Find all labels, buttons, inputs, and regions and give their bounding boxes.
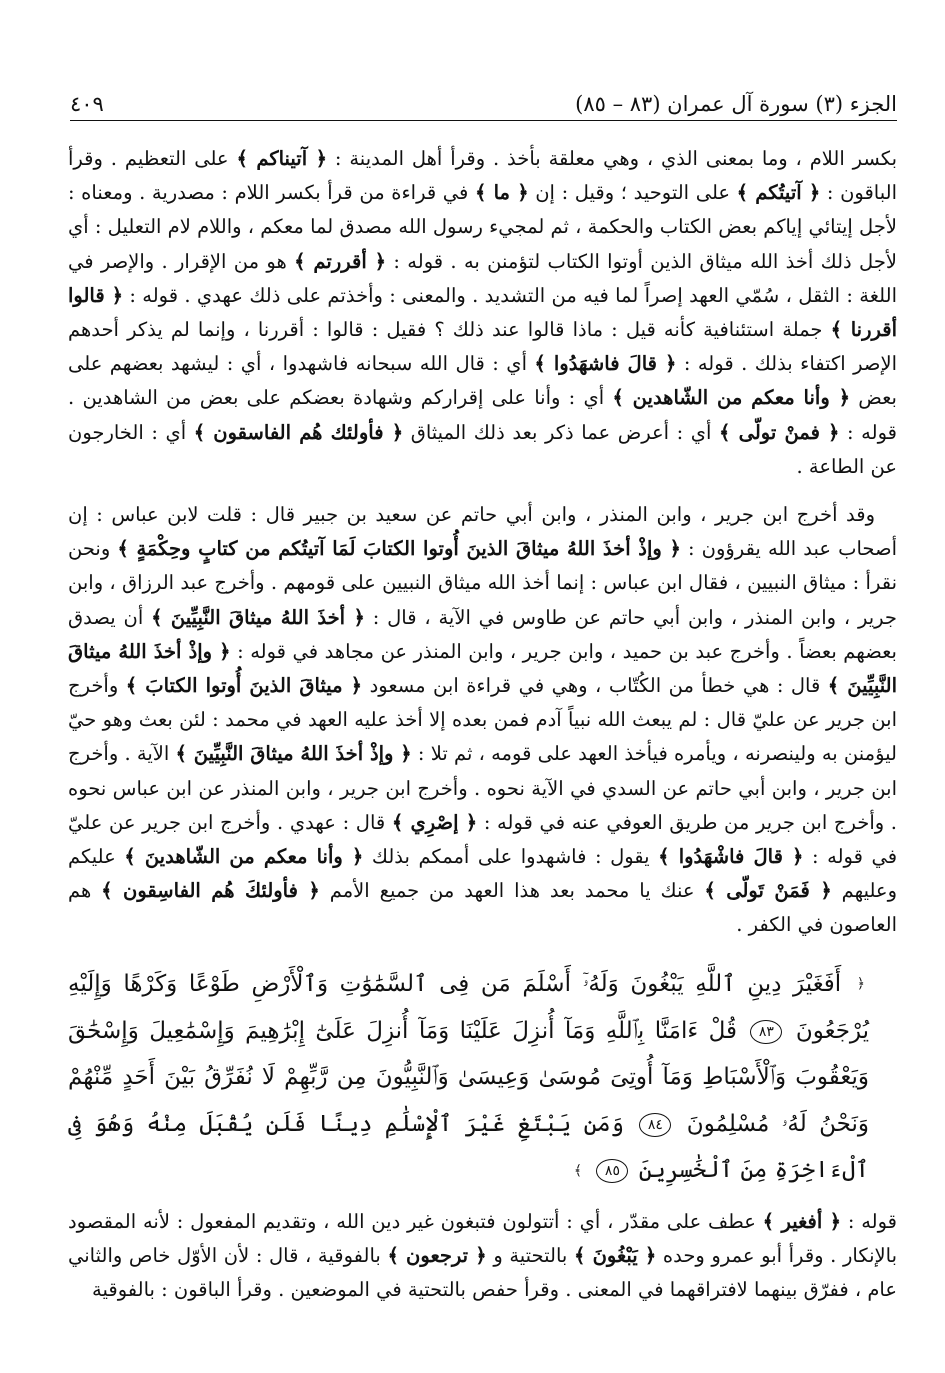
- commentary-text: وأخرج ابن جرير عن عليّ قال : لم يبعث الله نبياً آدم فمن بعده إلا أخذ عليه العهد في محمد : لئن بعث وهو حيّ ليؤمنن به ولينصرنه ، ويأمره فيأخذ العهد على قومه ، ثم تلا :: [68, 674, 897, 766]
- quoted-quran-phrase: ﴿ ترجعون ﴾: [387, 1243, 487, 1267]
- verse-83-text: أَفَغَيْرَ دِينِ ٱللَّهِ يَبْغُونَ وَلَهُۥٓ أَسْلَمَ مَن فِى ٱلسَّمَٰوَٰتِ وَٱلْأَرْضِ طَوْعًا وَكَرْهًا وَإِلَيْهِ يُرْجَعُونَ: [68, 970, 870, 1044]
- quoted-quran-phrase: ﴿ أفغير ﴾: [762, 1209, 842, 1233]
- commentary-text: على التوحيد ؛ وقيل : إن: [528, 181, 737, 205]
- commentary-text: أي : أعرض عما ذكر بعد ذلك الميثاق: [403, 420, 720, 444]
- quoted-quran-phrase: ﴿ آتيتُكم ﴾: [736, 181, 821, 205]
- commentary-text: بكسر اللام ، وما بمعنى الذي ، وهي معلقة بأخذ . وقرأ أهل المدينة :: [327, 147, 898, 170]
- quoted-quran-phrase: ﴿ فأولئك هُم الفاسقون ﴾: [193, 420, 404, 444]
- verse-84-text: قُلْ ءَامَنَّا بِٱللَّهِ وَمَآ أُنزِلَ عَلَيْنَا وَمَآ أُنزِلَ عَلَىٰٓ إِبْرَٰهِيمَ وَإِسْمَٰعِيلَ وَإِسْحَٰقَ وَيَعْقُوبَ وَٱلْأَسْبَاطِ وَمَآ أُوتِىَ مُوسَىٰ وَعِيسَىٰ وَٱلنَّبِيُّونَ مِن رَّبِّهِمْ لَا نُفَرِّقُ بَيْنَ أَحَدٍ مِّنْهُمْ وَنَحْنُ لَهُۥ مُسْلِمُونَ: [68, 1017, 870, 1137]
- open-bracket-ornament: ﴿: [856, 976, 865, 993]
- commentary-paragraph-1: [68, 142, 897, 484]
- quoted-quran-phrase: ﴿ ميثاقَ الذينَ أُوتوا الكتابَ ﴾: [125, 674, 363, 698]
- commentary-text: أن يصدق بعضهم بعضاً . وأخرج عبد بن حميد ، وابن جرير ، وابن المنذر عن مجاهد في قوله :: [68, 605, 897, 663]
- verse-85-text: وَمَن يَبْتَغِ غَيْرَ ٱلْإِسْلَٰمِ دِينًا فَلَن يُقْبَلَ مِنْهُ وَهُوَ فِى ٱلْءَاخِرَةِ مِنَ ٱلْخَٰسِرِينَ: [68, 1110, 869, 1184]
- commentary-paragraph-3: [68, 1205, 897, 1308]
- quoted-quran-phrase: ﴿ وأنا معكم من الشّاهدينَ ﴾: [124, 845, 364, 869]
- commentary-text: جملة استئنافية كأنه قيل : ماذا قالوا عند ذلك ؟ فقيل : قالوا : أقررنا ، وإنما لم يذكر أحدهم الإصر اكتفاء بذلك . قوله :: [68, 318, 897, 376]
- commentary-text: قال : هي خطأ من الكُتّاب ، وهي في قراءة ابن مسعود: [362, 674, 828, 698]
- page-header: [70, 82, 897, 121]
- commentary-text: بالتحتية و: [486, 1243, 574, 1267]
- page-body: [68, 142, 897, 1307]
- verse-number-84: ٨٤: [639, 1113, 671, 1137]
- commentary-text: الآية . وأخرج ابن جرير ، وابن أبي حاتم عن السدي في الآية نحوه . وأخرج ابن جرير ، وابن المنذر عن ابن عباس نحوه . وأخرج ابن جرير من طريق العوفي عنه في قوله :: [68, 742, 897, 834]
- commentary-paragraph-2: [68, 498, 897, 943]
- quoted-quran-phrase: ﴿ قالوا أقررنا ﴾: [68, 283, 897, 342]
- quran-verses-block: [68, 961, 897, 1195]
- commentary-text: عطف على مقدّر ، أي : أتتولون فتبغون غير دين الله ، وتقديم المفعول : لأنه المقصود بالإنكار . وقرأ أبو عمرو وحده: [68, 1209, 897, 1267]
- commentary-text: ونحن نقرأ : ميثاق النبيين ، فقال ابن عباس : إنما أخذ الله ميثاق النبيين على قومهم . وأخرج عبد الرزاق ، وابن جرير ، وابن المنذر ، وابن أبي حاتم عن طاوس في الآية ، قال :: [68, 537, 897, 629]
- close-bracket-ornament: ﴾: [573, 1163, 583, 1180]
- commentary-text: أي : وأنا على إقراركم وشهادة بعضكم على بعض من الشاهدين . قوله :: [68, 386, 897, 444]
- quoted-quran-phrase: ﴿ قالَ فاشْهَدُوا ﴾: [658, 845, 804, 869]
- commentary-text: أي : الخارجون عن الطاعة .: [68, 420, 897, 478]
- commentary-text: بالفوقية ، قال : لأن الأوّل خاص والثاني عام ، ففرّق بينهما لافتراقهما في المعنى . وقرأ حفص بالتحتية في الموضعين . وقرأ الباقون : بالفوقية: [68, 1243, 897, 1302]
- commentary-text: عليكم وعليهم: [68, 845, 897, 903]
- commentary-text: هو من الإقرار . والإصر في اللغة : الثقل ، سُمّي العهد إصراً لما فيه من التشديد . والمعنى : وأخذتم على ذلك عهدي . قوله :: [68, 249, 897, 307]
- quoted-quran-phrase: ﴿ أخذَ اللهُ ميثاقَ النَّبِيِّينَ ﴾: [151, 605, 365, 629]
- commentary-text: على التعظيم . وقرأ الباقون :: [68, 147, 897, 205]
- commentary-text: هم العاصون في الكفر .: [68, 879, 897, 937]
- commentary-text: عنك يا محمد بعد هذا العهد من جميع الأمم: [319, 879, 705, 903]
- quoted-quran-phrase: ﴿ وأنا معكم من الشّاهدين ﴾: [612, 386, 851, 410]
- commentary-text: أي : قال الله سبحانه فاشهدوا ، أي : ليشهد بعضهم على بعض: [68, 352, 897, 410]
- running-title: الجزء (٣) سورة آل عمران (٨٣ – ٨٥): [575, 92, 897, 116]
- quoted-quran-phrase: ﴿ وإذْ أخذَ اللهُ ميثاقَ النَّبِيِّينَ ﴾: [68, 639, 898, 698]
- commentary-text: قوله :: [841, 1209, 897, 1233]
- commentary-text: وقد أخرج ابن جرير ، وابن المنذر ، وابن أبي حاتم عن سعيد بن جبير قال : قلت لابن عباس : إن أصحاب عبد الله يقرؤون :: [68, 503, 897, 561]
- commentary-text: يقول : فاشهدوا على أممكم بذلك: [363, 845, 659, 869]
- commentary-text: قال : عهدي . وأخرج ابن جرير عن عليّ في قوله :: [68, 810, 898, 869]
- verse-number-83: ٨٣: [750, 1020, 782, 1044]
- quoted-quran-phrase: ﴿ إصْرِي ﴾: [391, 810, 478, 834]
- verse-number-85: ٨٥: [596, 1159, 628, 1183]
- quoted-quran-phrase: ﴿ وإذْ أخذَ اللهُ ميثاقَ الذينَ أُوتوا الكتابَ لَمَا آتيتُكم من كتابٍ وحِكْمَةٍ ﴾: [117, 537, 681, 561]
- quoted-quran-phrase: ﴿ وإذْ أخذَ اللهُ ميثاقَ النَّبِيِّينَ ﴾: [175, 742, 412, 766]
- quoted-quran-phrase: ﴿ ما ﴾: [474, 181, 529, 205]
- quoted-quran-phrase: ﴿ فَمَنْ تَولّى ﴾: [704, 879, 832, 903]
- page-number: ٤٠٩: [70, 92, 104, 116]
- commentary-text: في قراءة من قرأ بكسر اللام : مصدرية . ومعناه : لأجل إيتائي إياكم بعض الكتاب والحكمة ، ثم لمجيء رسول الله مصدق لما معكم ، واللام لام التعليل : أي لأجل ذلك أخذ الله ميثاق الذين أوتوا الكتاب لتؤمنن به . قوله :: [68, 181, 897, 273]
- quoted-quran-phrase: ﴿ فأولئكَ هُم الفاسِقون ﴾: [101, 879, 320, 903]
- quoted-quran-phrase: ﴿ فمنْ تولّى ﴾: [719, 420, 840, 444]
- quoted-quran-phrase: ﴿ قالَ فاشهَدُوا ﴾: [534, 352, 677, 376]
- quoted-quran-phrase: ﴿ أقررتم ﴾: [294, 249, 387, 273]
- quoted-quran-phrase: ﴿ آتيناكم ﴾: [236, 147, 328, 170]
- quoted-quran-phrase: ﴿ يَبْغُونَ ﴾: [573, 1243, 657, 1267]
